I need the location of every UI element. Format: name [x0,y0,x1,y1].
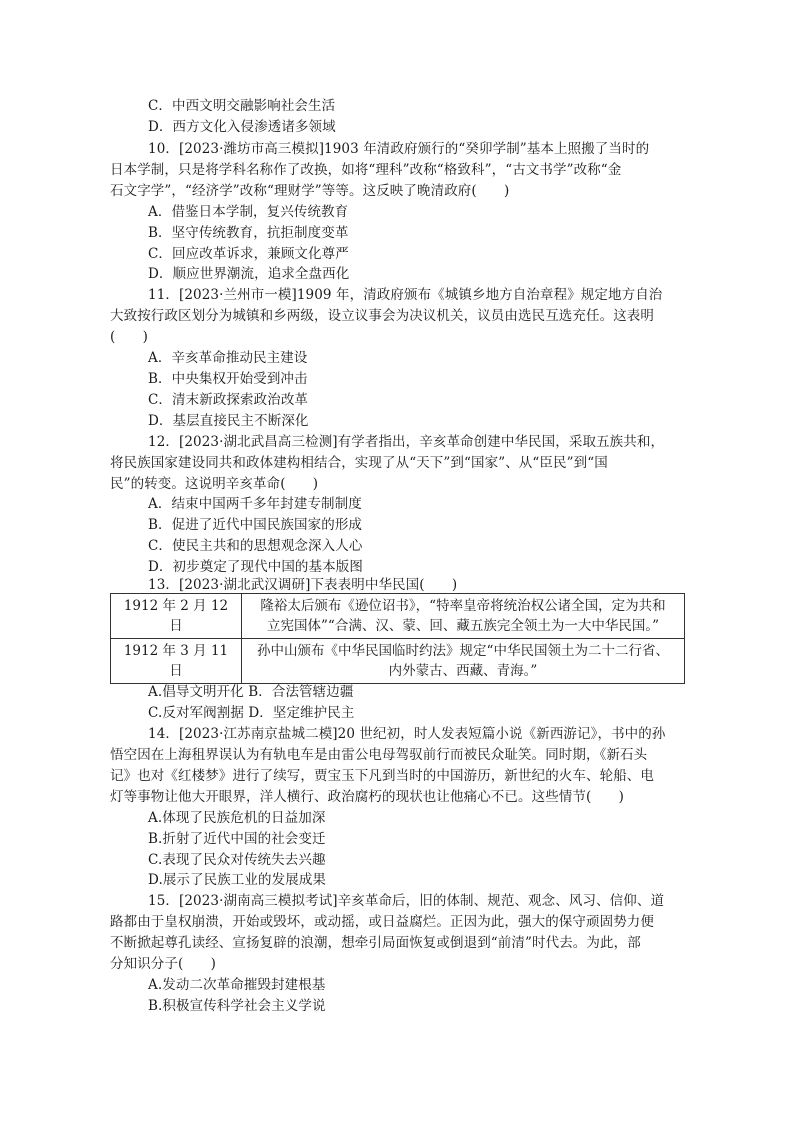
q13-options-line1: A.倡导文明开化 B．合法管辖边疆 [148,684,354,700]
q14-option-a: A.体现了民族危机的日益加深 [148,810,326,826]
q15-stem-line4: 分知识分子( ) [110,956,216,972]
q14-option-b: B.折射了近代中国的社会变迁 [148,831,326,847]
q15-option-b: B.积极宣传科学社会主义学说 [148,998,326,1014]
q12-stem-line3: 民”的转变。这说明辛亥革命( ) [110,476,319,492]
q11-option-d: D．基层直接民主不断深化 [148,413,309,429]
q13-options-line2: C.反对军阀割据 D．坚定维护民主 [148,705,355,721]
table-cell-date: 1912 年 3 月 11 日 [111,639,242,684]
q12-option-b: B．促进了近代中国民族国家的形成 [148,517,363,533]
table-cell-line: 内外蒙古、西藏、青海。” [388,663,538,679]
q11-stem-line2: 大致按行政区划分为城镇和乡两级，设立议事会为决议机关，议员由选民互选充任。这表明 [110,308,654,324]
q10-option-d: D．顺应世界潮流，追求全盘西化 [148,266,350,282]
table-row [111,639,685,684]
q10-stem-line2: 日本学制，只是将学科名称作了改换，如将“理科”改称“格致科”，“古文书学”改称“金 [110,162,622,178]
q9-option-d: D．西方文化入侵渗透诸多领域 [148,119,336,135]
q11-option-a: A．辛亥革命推动民主建设 [148,350,308,366]
q14-option-c: C.表现了民众对传统失去兴趣 [148,852,326,868]
q12-stem-line2: 将民族国家建设同共和政体建构相结合，实现了从“天下”到“国家”、从“臣民”到“国 [110,455,608,471]
table-cell-content [242,639,685,684]
q15-stem-line3: 不断掀起尊孔读经、宣扬复辟的浪潮，想牵引局面恢复或倒退到“前清”时代去。为此，部 [110,935,641,951]
q11-option-b: B．中央集权开始受到冲击 [148,371,308,387]
q12-option-d: D．初步奠定了现代中国的基本版图 [148,559,363,575]
q14-stem-line4: 灯等事物让他大开眼界，洋人横行、政治腐朽的现状也让他痛心不已。这些情节( ) [110,789,624,805]
table-cell-line: 隆裕太后颁布《逊位诏书》，“特率皇帝将统治权公诸全国，定为共和 [260,598,666,614]
q10-option-b: B．坚守传统教育，抗拒制度变革 [148,225,349,241]
q9-option-c: C．中西文明交融影响社会生活 [148,98,336,114]
q15-option-a: A.发动二次革命摧毁封建根基 [148,977,326,993]
table-cell-line: 孙中山颁布《中华民国临时约法》规定“中华民国领土为二十二行省、 [257,643,669,659]
q12-option-c: C．使民主共和的思想观念深入人心 [148,538,363,554]
q13-table [110,593,685,684]
q14-stem-line3: 记》也对《红楼梦》进行了续写，贾宝玉下凡到当时的中国游历，新世纪的火车、轮船、电 [110,768,654,784]
q10-stem-line1: 10．[2023·潍坊市高三模拟]1903 年清政府颁行的“癸卯学制”基本上照搬了当时的 [148,141,650,157]
q13-stem-line1: 13．[2023·湖北武汉调研]下表表明中华民国( ) [148,577,458,593]
table-row [111,594,685,639]
q15-stem-line1: 15．[2023·湖南高三模拟考试]辛亥革命后，旧的体制、规范、观念、风习、信仰、道 [148,893,665,909]
q11-option-c: C．清末新政探索政治改革 [148,392,309,408]
table-cell-line: 立宪国体”“合满、汉、蒙、回、藏五族完全领土为一大中华民国。” [267,618,659,634]
q10-option-a: A．借鉴日本学制，复兴传统教育 [148,204,349,220]
q14-stem-line2: 悟空因在上海租界误认为有轨电车是由雷公电母驾驭前行而被民众耻笑。同时期，《新石头 [110,747,648,763]
q11-stem-line3: ( ) [110,329,148,345]
q10-stem-line3: 石文字学”，“经济学”改称“理财学”等等。这反映了晚清政府( ) [110,183,510,199]
table-cell-content [242,594,685,639]
table-cell-date: 1912 年 2 月 12 日 [111,594,242,639]
q14-option-d: D.展示了民族工业的发展成果 [148,872,327,888]
q15-stem-line2: 路都由于皇权崩溃，开始或毁坏，或动摇，或日益腐烂。正因为此，强大的保守顽固势力便 [110,914,654,930]
q10-option-c: C．回应改革诉求，兼顾文化尊严 [148,246,349,262]
q11-stem-line1: 11．[2023·兰州市一模]1909 年，清政府颁布《城镇乡地方自治章程》规定地方自治 [148,287,663,303]
q12-option-a: A．结束中国两千多年封建专制制度 [148,496,362,512]
q14-stem-line1: 14．[2023·江苏南京盐城二模]20 世纪初，时人发表短篇小说《新西游记》，书中的孙 [148,726,666,742]
q12-stem-line1: 12．[2023·湖北武昌高三检测]有学者指出，辛亥革命创建中华民国，采取五族共和， [148,434,665,450]
